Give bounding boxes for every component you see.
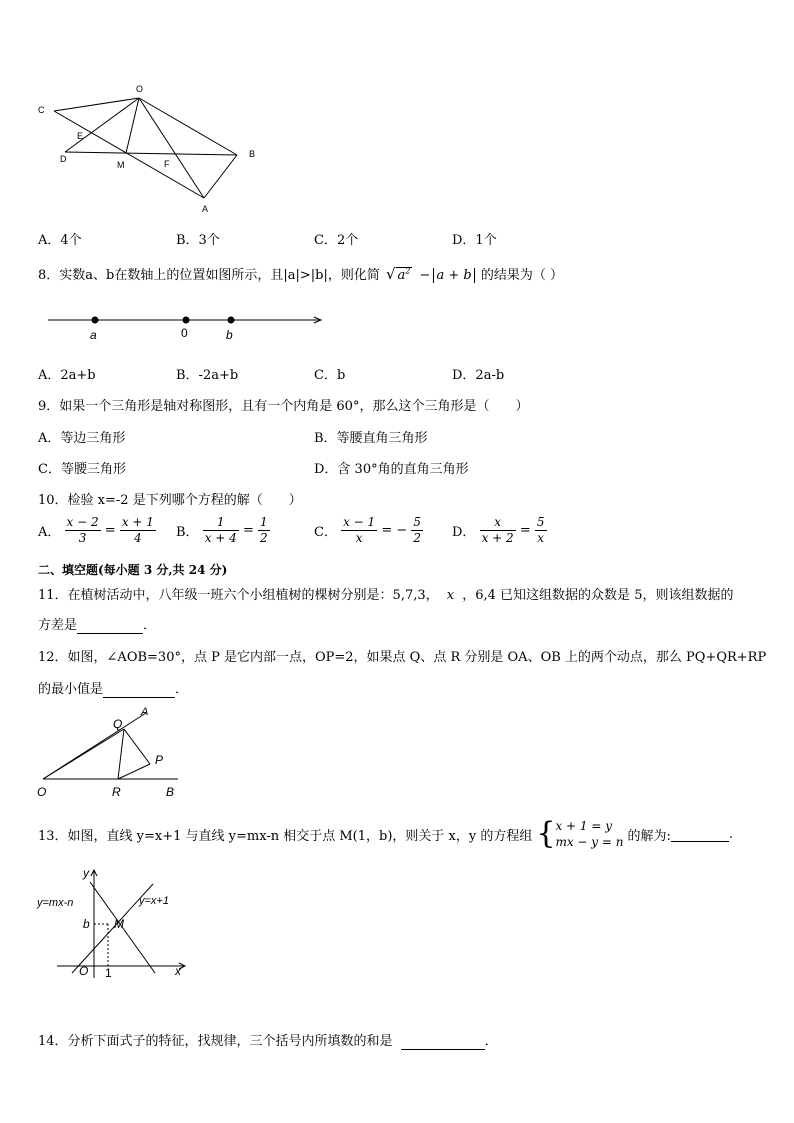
label-R: R bbox=[112, 785, 121, 799]
q7-option-b: B．3个 bbox=[176, 233, 220, 248]
q9-option-b: B．等腰直角三角形 bbox=[314, 431, 428, 446]
q10-option-d bbox=[452, 515, 547, 546]
q8-stem bbox=[38, 264, 563, 283]
q10-d-left: $\frac{x}{x + 2}$ bbox=[481, 515, 514, 545]
q11-text-a: 11．在植树活动中，八年级一班六个小组植树的棵树分别是：5,7,3， bbox=[38, 588, 439, 603]
q10-a-left: $\frac{x - 2}{3}$ bbox=[66, 515, 99, 545]
q12-line2 bbox=[38, 678, 188, 698]
label-B: B bbox=[166, 785, 175, 799]
q10-c-eq: = − bbox=[381, 523, 408, 538]
label-line2: y=x+1 bbox=[139, 895, 169, 907]
q8-option-d: D．2a-b bbox=[452, 368, 505, 383]
q13-system: { x + 1 = y mx − y = n bbox=[536, 816, 624, 851]
label-F: F bbox=[164, 159, 170, 169]
label-D: D bbox=[60, 154, 67, 164]
q12-line1: 12．如图，∠AOB=30°，点 P 是它内部一点，OP=2，如果点 Q、点 R 分别是 OA、OB 上的两个动点，那么 PQ+QR+RP bbox=[38, 650, 767, 665]
figure-q13-lines bbox=[35, 862, 190, 980]
q10-a-eq: = bbox=[104, 523, 116, 538]
q8-option-b: B．-2a+b bbox=[176, 368, 239, 383]
q14-stem bbox=[38, 1030, 498, 1050]
q11-end: ． bbox=[143, 618, 157, 633]
q10-option-b bbox=[176, 515, 270, 546]
label-O: O bbox=[37, 785, 47, 799]
q7-option-d: D．1个 bbox=[452, 233, 497, 248]
q8-option-a: A．2a+b bbox=[38, 368, 96, 383]
q13-tail: 的解为: bbox=[627, 828, 671, 844]
point-zero bbox=[183, 317, 190, 324]
q10-d-eq: = bbox=[519, 523, 531, 538]
label-P: P bbox=[155, 753, 164, 767]
label-b: b bbox=[83, 917, 90, 931]
q7-option-c: C．2个 bbox=[314, 233, 359, 248]
q10-option-a bbox=[38, 515, 156, 546]
q10-d-right: $\frac{5}{x}$ bbox=[536, 515, 545, 545]
label-C: C bbox=[38, 105, 45, 115]
section-title: 二、填空题(每小题 3 分,共 24 分) bbox=[38, 563, 228, 577]
q10-b-left: $\frac{1}{x + 4}$ bbox=[204, 515, 237, 545]
q10-option-c bbox=[314, 515, 423, 546]
label-M: M bbox=[117, 160, 125, 170]
q12-blank[interactable] bbox=[103, 682, 175, 698]
q11-line1 bbox=[38, 584, 733, 603]
q8-number-line bbox=[40, 308, 330, 344]
q8-formula: √ $a^2 - a + b$ bbox=[386, 265, 475, 283]
q10-a-right: $\frac{x + 1}{4}$ bbox=[121, 515, 154, 545]
q9-stem: 9．如果一个三角形是轴对称图形，且有一个内角是 60°，那么这个三角形是（ ） bbox=[38, 399, 529, 414]
q10-c-letter: C． bbox=[314, 525, 337, 540]
q13-stem bbox=[38, 818, 733, 850]
q10-stem: 10．检验 x=-2 是下列哪个方程的解（ ） bbox=[38, 493, 302, 508]
q8-option-c: C．b bbox=[314, 368, 346, 383]
label-x: x bbox=[175, 964, 181, 978]
label-Q: Q bbox=[113, 717, 123, 731]
q11-var: x bbox=[446, 588, 455, 603]
q14-text: 14．分析下面式子的特征，找规律，三个括号内所填数的和是 bbox=[38, 1034, 393, 1049]
label-E: E bbox=[77, 131, 84, 141]
label-O: O bbox=[79, 964, 89, 978]
label-zero: 0 bbox=[181, 326, 188, 340]
q11-line2 bbox=[38, 614, 156, 634]
q10-c-right: $\frac{5}{2}$ bbox=[413, 515, 422, 545]
label-B: B bbox=[249, 149, 256, 159]
q10-b-eq: = bbox=[242, 523, 254, 538]
q7-option-a: A．4个 bbox=[38, 233, 82, 248]
q10-d-letter: D． bbox=[452, 525, 476, 540]
q10-a-letter: A． bbox=[38, 525, 61, 540]
label-O: O bbox=[136, 84, 144, 94]
q13-eq1: x + 1 = y bbox=[555, 819, 613, 833]
q11-blank[interactable] bbox=[77, 618, 143, 634]
label-A: A bbox=[202, 204, 209, 214]
q13-text: 13．如图，直线 y=x+1 与直线 y=mx-n 相交于点 M(1，b)，则关于 x，y 的方程组 bbox=[38, 828, 533, 844]
q10-b-letter: B． bbox=[176, 525, 199, 540]
q10-c-left: $\frac{x - 1}{x}$ bbox=[343, 515, 376, 545]
q11-text-c: 方差是 bbox=[38, 618, 78, 633]
q9-option-d: D．含 30°角的直角三角形 bbox=[314, 462, 469, 477]
label-A: A bbox=[141, 706, 149, 718]
q12-text: 的最小值是 bbox=[38, 682, 104, 697]
q8-stem-tail: 的结果为（ ） bbox=[480, 268, 563, 283]
q9-option-c: C．等腰三角形 bbox=[38, 462, 126, 477]
q13-end: . bbox=[728, 826, 734, 842]
label-b: b bbox=[226, 328, 233, 342]
q13-eq2: mx − y = n bbox=[555, 835, 624, 849]
label-y: y bbox=[83, 866, 89, 880]
q14-blank[interactable] bbox=[401, 1034, 485, 1050]
q14-end: ． bbox=[484, 1034, 498, 1049]
point-a bbox=[92, 317, 99, 324]
q12-end: ． bbox=[175, 682, 189, 697]
figure-q7-quadrilateral bbox=[28, 80, 268, 220]
point-b bbox=[228, 317, 235, 324]
label-a: a bbox=[90, 328, 97, 342]
label-one: 1 bbox=[105, 966, 112, 980]
figure-q12-angle bbox=[35, 702, 185, 802]
label-M: M bbox=[114, 917, 124, 931]
q10-b-right: $\frac{1}{2}$ bbox=[259, 515, 268, 545]
q13-blank[interactable] bbox=[671, 826, 729, 842]
label-line1: y=mx-n bbox=[37, 897, 74, 909]
q8-stem-text: 8．实数a、b在数轴上的位置如图所示，且|a|>|b|，则化简 bbox=[38, 268, 380, 283]
q9-option-a: A．等边三角形 bbox=[38, 431, 126, 446]
q11-text-b: ，6,4 已知这组数据的众数是 5，则该组数据的 bbox=[462, 588, 734, 603]
